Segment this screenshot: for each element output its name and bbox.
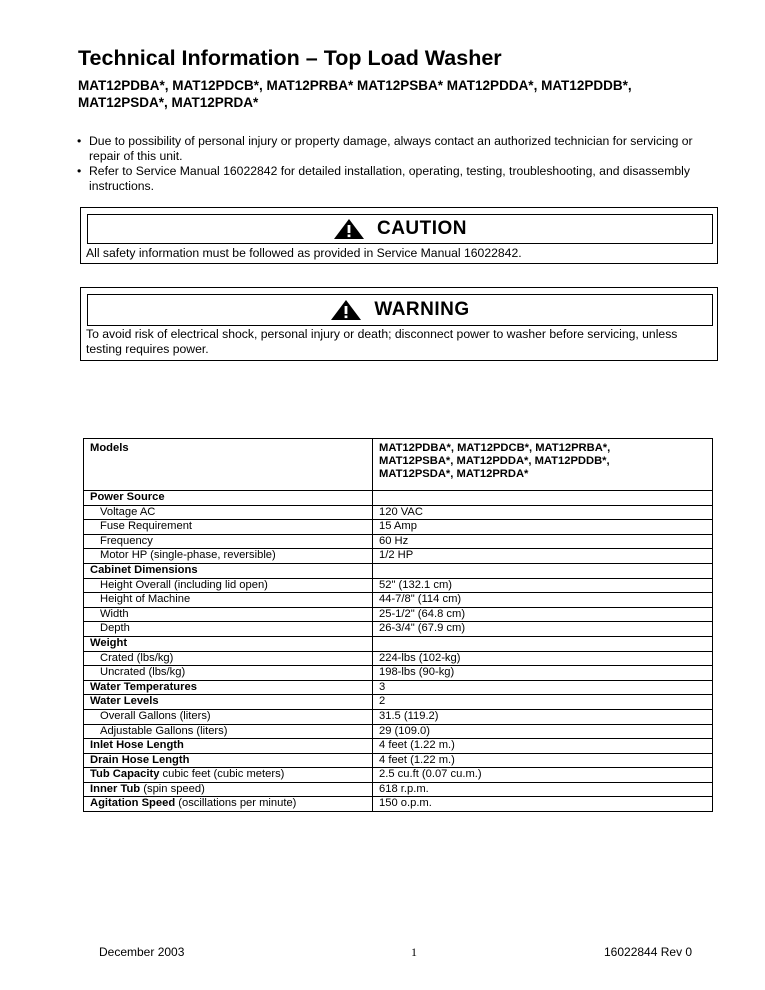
spec-label: Drain Hose Length: [90, 753, 190, 766]
spec-label-suffix: cubic feet (cubic meters): [159, 768, 285, 781]
spec-value-cell: [373, 505, 713, 520]
spec-label: Inlet Hose Length: [90, 739, 184, 752]
spec-value-cell: [373, 491, 713, 506]
caution-heading: CAUTION: [376, 218, 468, 239]
spec-label: Power Source: [90, 491, 165, 503]
spec-label-suffix: (spin speed): [140, 782, 205, 795]
spec-value: 618 r.p.m.: [379, 782, 429, 795]
spec-label: Crated (lbs/kg): [100, 651, 174, 664]
spec-label: Height Overall (including lid open): [100, 578, 268, 591]
spec-label: Weight: [90, 636, 128, 649]
spec-label: Motor HP (single-phase, reversible): [100, 549, 276, 562]
table-row: [84, 505, 713, 520]
spec-value-cell: [373, 520, 713, 535]
spec-value-cell: [373, 753, 713, 768]
table-row: [84, 593, 713, 608]
spec-label: Height of Machine: [100, 593, 191, 606]
spec-label-cell: [84, 593, 373, 608]
table-row: [84, 534, 713, 549]
spec-label-cell: [84, 695, 373, 710]
spec-label-cell: [84, 739, 373, 754]
spec-value: 44-7/8" (114 cm): [379, 593, 462, 606]
models-label: Models: [90, 442, 129, 454]
spec-label-cell: [84, 534, 373, 549]
spec-value: 2: [379, 695, 386, 708]
spec-label: Inner Tub: [90, 782, 141, 795]
spec-label-cell: [84, 563, 373, 578]
spec-label: Voltage AC: [100, 505, 156, 518]
spec-label: Cabinet Dimensions: [90, 563, 198, 576]
spec-value-cell: [373, 724, 713, 739]
table-row: [84, 520, 713, 535]
spec-value-cell: [373, 549, 713, 564]
bullet-item: • Refer to Service Manual 16022842 for detailed installation, operating, testing, troubleshooting, and disassembly instructions.: [77, 164, 717, 194]
models-value-line: MAT12PSDA*, MAT12PRDA*: [379, 468, 529, 480]
spec-value: 60 Hz: [379, 534, 409, 547]
spec-label: Overall Gallons (liters): [100, 709, 211, 722]
safety-bullet-list: [77, 134, 717, 194]
spec-value: 25-1/2" (64.8 cm): [379, 607, 466, 620]
spec-value: 29 (109.0): [379, 724, 430, 737]
spec-label: Width: [100, 607, 129, 620]
spec-value-cell: [373, 666, 713, 681]
spec-value-cell: [373, 593, 713, 608]
spec-value: 150 o.p.m.: [379, 797, 432, 810]
spec-label-cell: [84, 578, 373, 593]
spec-label-cell: [84, 724, 373, 739]
caution-text: All safety information must be followed as provided in Service Manual 16022842.: [86, 246, 522, 260]
spec-label: Uncrated (lbs/kg): [100, 666, 186, 679]
spec-value-cell: [373, 578, 713, 593]
spec-value-cell: [373, 534, 713, 549]
spec-value: 31.5 (119.2): [379, 709, 439, 722]
spec-value: 224-lbs (102-kg): [379, 651, 461, 664]
table-row: [84, 680, 713, 695]
spec-label: Agitation Speed: [90, 797, 176, 810]
table-row: [84, 549, 713, 564]
spec-label: Fuse Requirement: [100, 520, 193, 533]
spec-label-cell: [84, 782, 373, 797]
table-row: [84, 651, 713, 666]
table-row: [84, 622, 713, 637]
footer-document-id: 16022844 Rev 0: [604, 945, 693, 959]
spec-label-cell: [84, 709, 373, 724]
caution-box: [80, 207, 718, 264]
spec-label-cell: [84, 636, 373, 651]
footer-page-number: 1: [411, 945, 417, 959]
models-line-2: MAT12PSDA*, MAT12PRDA*: [78, 95, 259, 110]
warning-header: [87, 294, 713, 326]
table-row: [84, 782, 713, 797]
spec-value: 15 Amp: [379, 520, 417, 533]
table-row: [84, 695, 713, 710]
table-row: [84, 797, 713, 812]
spec-label-suffix: (oscillations per minute): [175, 797, 297, 810]
spec-label: Water Temperatures: [90, 680, 197, 693]
table-row: [84, 739, 713, 754]
spec-value-cell: [373, 709, 713, 724]
spec-value-cell: [373, 680, 713, 695]
spec-value-cell: [373, 797, 713, 812]
spec-value: 52" (132.1 cm): [379, 578, 452, 591]
spec-label-cell: [84, 491, 373, 506]
spec-value-cell: [373, 782, 713, 797]
table-row: [84, 636, 713, 651]
models-value-cell: [373, 439, 713, 491]
warning-heading: WARNING: [374, 299, 470, 320]
spec-label-cell: [84, 622, 373, 637]
spec-label: Tub Capacity: [90, 768, 160, 781]
spec-value-cell: [373, 651, 713, 666]
bullet-item: • Due to possibility of personal injury or property damage, always contact an authorized technician for servicing or repair of this unit.: [77, 134, 717, 164]
spec-label: Water Levels: [90, 695, 159, 708]
models-label-cell: [84, 439, 373, 491]
spec-label: Depth: [100, 622, 130, 635]
spec-value: 2.5 cu.ft (0.07 cu.m.): [379, 768, 482, 781]
spec-value: 4 feet (1.22 m.): [379, 753, 455, 766]
spec-value: 120 VAC: [379, 505, 423, 518]
spec-label-cell: [84, 651, 373, 666]
models-value-line: MAT12PDBA*, MAT12PDCB*, MAT12PRBA*,: [379, 442, 611, 454]
spec-value-cell: [373, 622, 713, 637]
spec-label-cell: [84, 797, 373, 812]
footer-date: December 2003: [99, 945, 185, 959]
table-row: [84, 666, 713, 681]
spec-value-cell: [373, 636, 713, 651]
spec-label-cell: [84, 680, 373, 695]
spec-value-cell: [373, 768, 713, 783]
spec-value-cell: [373, 607, 713, 622]
spec-value: 26-3/4" (67.9 cm): [379, 622, 466, 635]
table-row: [84, 768, 713, 783]
spec-value: 1/2 HP: [379, 549, 414, 562]
spec-value: 198-lbs (90-kg): [379, 666, 455, 679]
spec-label: Adjustable Gallons (liters): [100, 724, 228, 737]
spec-label-cell: [84, 768, 373, 783]
table-row: [84, 724, 713, 739]
caution-header: [87, 214, 713, 244]
spec-label-cell: [84, 753, 373, 768]
spec-value-cell: [373, 563, 713, 578]
spec-value-cell: [373, 739, 713, 754]
specifications-table: [83, 438, 713, 812]
table-row: [84, 439, 713, 491]
table-row: [84, 563, 713, 578]
spec-value: 3: [379, 680, 386, 693]
spec-label-cell: [84, 607, 373, 622]
spec-label-cell: [84, 666, 373, 681]
spec-value-cell: [373, 695, 713, 710]
models-value-line: MAT12PSBA*, MAT12PDDA*, MAT12PDDB*,: [379, 455, 610, 467]
spec-label-cell: [84, 549, 373, 564]
document-title: Technical Information – Top Load Washer: [78, 46, 502, 70]
table-row: [84, 491, 713, 506]
spec-label-cell: [84, 505, 373, 520]
table-row: [84, 709, 713, 724]
spec-label: Frequency: [100, 534, 153, 547]
warning-box: [80, 287, 718, 361]
spec-value: 4 feet (1.22 m.): [379, 739, 455, 752]
warning-triangle-icon: [333, 218, 365, 240]
table-row: [84, 578, 713, 593]
warning-text: To avoid risk of electrical shock, personal injury or death; disconnect power to washer before servicing, unless testing requires power.: [86, 327, 678, 356]
table-row: [84, 607, 713, 622]
table-row: [84, 753, 713, 768]
spec-label-cell: [84, 520, 373, 535]
warning-triangle-icon: [330, 299, 362, 321]
models-line-1: MAT12PDBA*, MAT12PDCB*, MAT12PRBA* MAT12PSBA* MAT12PDDA*, MAT12PDDB*,: [78, 78, 632, 93]
